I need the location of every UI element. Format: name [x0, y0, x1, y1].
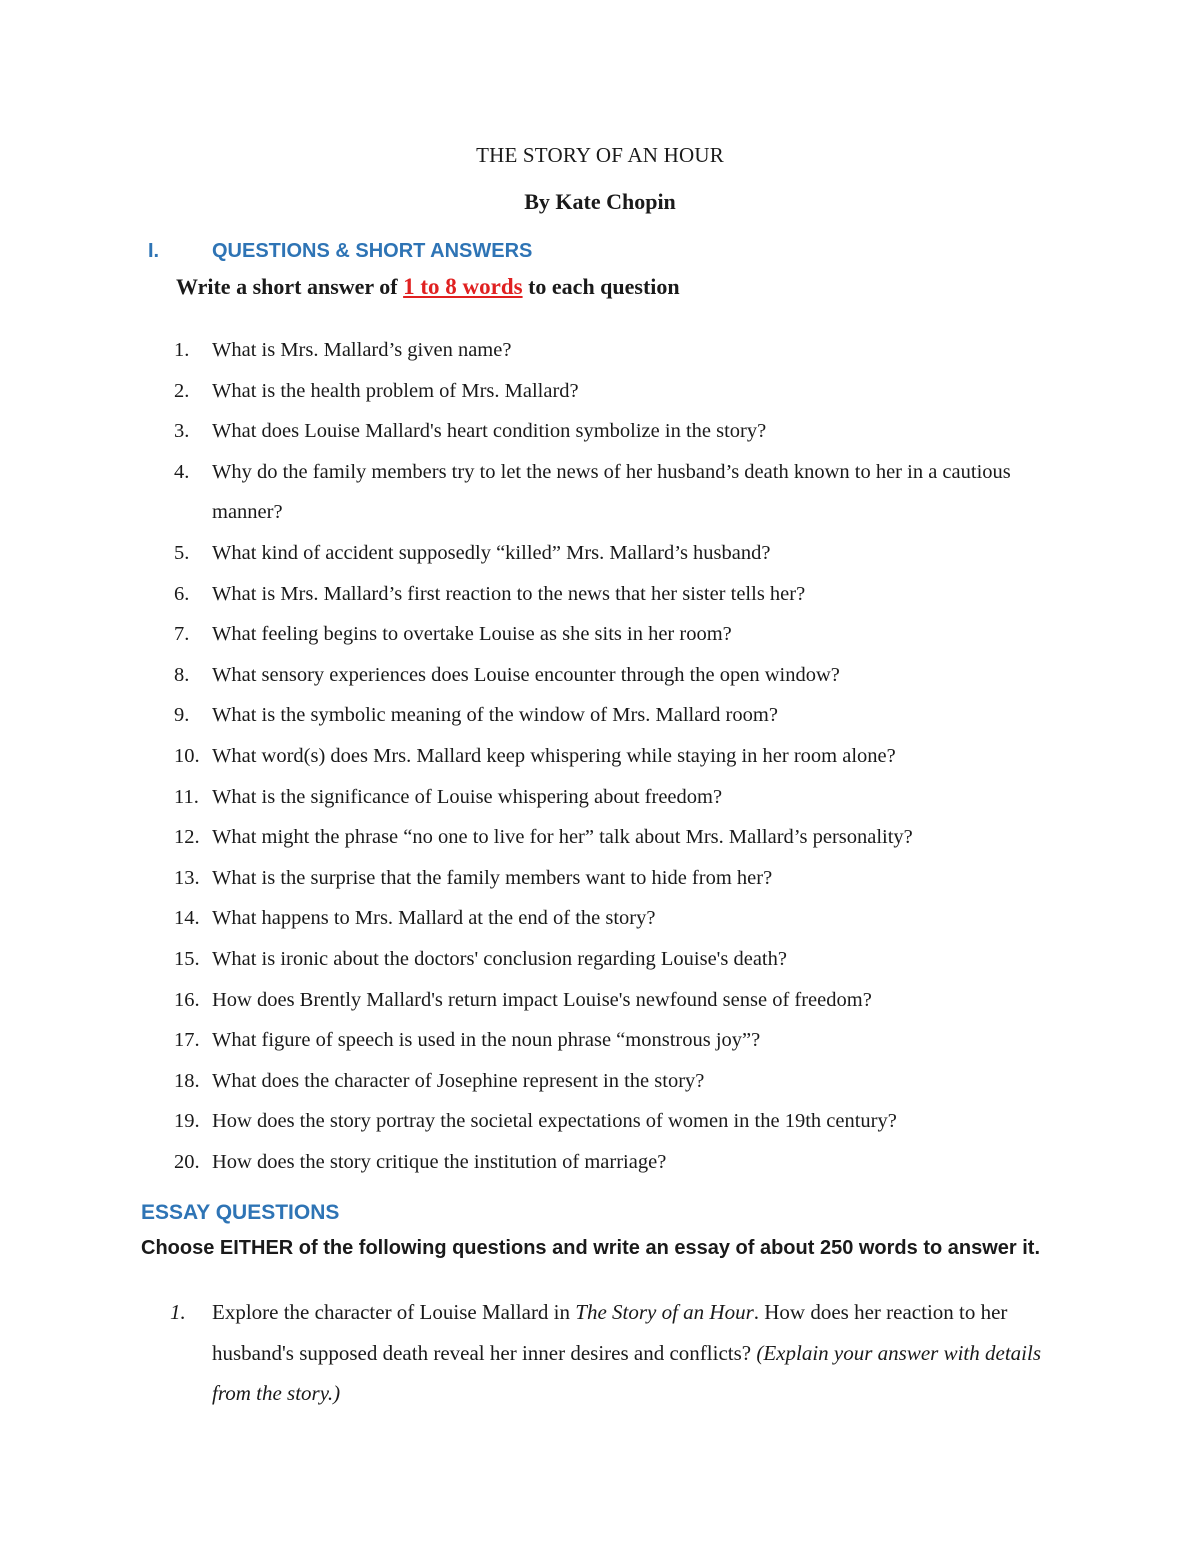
question-item [0, 330, 1200, 371]
question-number: 5. [174, 541, 190, 564]
question-text: What is the significance of Louise whispering about freedom? [212, 785, 723, 808]
essay-text-middle: . How does her reaction to her husband's supposed death reveal her inner desires and conflicts? [212, 1300, 1008, 1365]
question-text: What is Mrs. Mallard’s first reaction to the news that her sister tells her? [212, 582, 806, 605]
short-answer-instruction [176, 274, 680, 300]
question-number: 12. [174, 826, 200, 849]
question-number: 15. [174, 947, 200, 970]
question-text: What does the character of Josephine represent in the story? [212, 1069, 705, 1092]
question-text: How does Brently Mallard's return impact Louise's newfound sense of freedom? [212, 988, 872, 1011]
essay-note-italic: (Explain your answer with details from the story.) [212, 1340, 1042, 1405]
instruction-text-end: to each question [522, 274, 680, 299]
question-number: 11. [174, 785, 199, 808]
question-item [0, 1101, 1200, 1142]
question-text: How does the story critique the institution of marriage? [212, 1150, 667, 1173]
section-number: I. [148, 240, 160, 262]
question-item [0, 574, 1200, 615]
question-number: 7. [174, 623, 190, 646]
essay-heading: ESSAY QUESTIONS [141, 1201, 340, 1224]
question-text: What kind of accident supposedly “killed” Mrs. Mallard’s husband? [212, 541, 771, 564]
question-item [0, 1061, 1200, 1102]
question-item [0, 371, 1200, 412]
word-limit-highlight: 1 to 8 words [403, 274, 523, 299]
question-text: What is the health problem of Mrs. Mallard? [212, 379, 579, 402]
instruction-text-start: Write a short answer of [176, 274, 404, 299]
question-number: 18. [174, 1069, 200, 1092]
question-text: What feeling begins to overtake Louise as she sits in her room? [212, 623, 732, 646]
story-title-italic: The Story of an Hour [575, 1300, 754, 1324]
essay-question-item [170, 1292, 1070, 1414]
section-title: QUESTIONS & SHORT ANSWERS [212, 240, 533, 262]
essay-question-number: 1. [170, 1300, 186, 1324]
question-text: What word(s) does Mrs. Mallard keep whispering while staying in her room alone? [212, 744, 896, 767]
question-text: What figure of speech is used in the noun phrase “monstrous joy”? [212, 1029, 761, 1052]
question-item [0, 777, 1200, 818]
question-text: How does the story portray the societal expectations of women in the 19th century? [212, 1110, 897, 1133]
question-text: Why do the family members try to let the news of her husband’s death known to her in a cautious manner? [212, 460, 1011, 524]
question-item [0, 655, 1200, 696]
question-text: What happens to Mrs. Mallard at the end of the story? [212, 907, 656, 930]
question-number: 17. [174, 1029, 200, 1052]
question-number: 9. [174, 704, 190, 727]
question-number: 16. [174, 988, 200, 1011]
essay-instruction: Choose EITHER of the following questions and write an essay of about 250 words to answer it. [141, 1237, 1041, 1259]
question-number: 6. [174, 582, 190, 605]
question-number: 2. [174, 379, 190, 402]
section-heading-questions [148, 240, 532, 263]
essay-text-start: Explore the character of Louise Mallard in [212, 1300, 576, 1324]
question-text: What is Mrs. Mallard’s given name? [212, 339, 512, 361]
document-author: By Kate Chopin [524, 189, 676, 214]
question-item [0, 980, 1200, 1021]
question-item [0, 898, 1200, 939]
question-item [0, 614, 1200, 655]
question-number: 10. [174, 744, 200, 767]
question-item [0, 858, 1200, 899]
question-text: What sensory experiences does Louise encounter through the open window? [212, 663, 840, 686]
question-text: What is the surprise that the family members want to hide from her? [212, 866, 773, 889]
question-item [0, 411, 1200, 452]
question-text: What is the symbolic meaning of the window of Mrs. Mallard room? [212, 704, 778, 727]
question-item [0, 736, 1200, 777]
question-text: What is ironic about the doctors' conclusion regarding Louise's death? [212, 947, 787, 970]
question-item [0, 533, 1200, 574]
questions-list [0, 330, 1200, 1182]
question-number: 4. [174, 460, 190, 483]
question-item [0, 452, 1200, 533]
question-number: 3. [174, 420, 190, 443]
essay-question-text [212, 1292, 1052, 1414]
question-item [0, 939, 1200, 980]
question-number: 1. [174, 339, 190, 361]
question-number: 14. [174, 907, 200, 930]
question-item [0, 695, 1200, 736]
question-number: 19. [174, 1110, 200, 1133]
question-number: 13. [174, 866, 200, 889]
question-item [0, 1020, 1200, 1061]
question-text: What might the phrase “no one to live for her” talk about Mrs. Mallard’s personality? [212, 826, 913, 849]
question-item [0, 817, 1200, 858]
document-title: THE STORY OF AN HOUR [476, 143, 724, 167]
question-text: What does Louise Mallard's heart condition symbolize in the story? [212, 420, 767, 443]
question-item [0, 1142, 1200, 1183]
question-number: 8. [174, 663, 190, 686]
question-number: 20. [174, 1150, 200, 1173]
